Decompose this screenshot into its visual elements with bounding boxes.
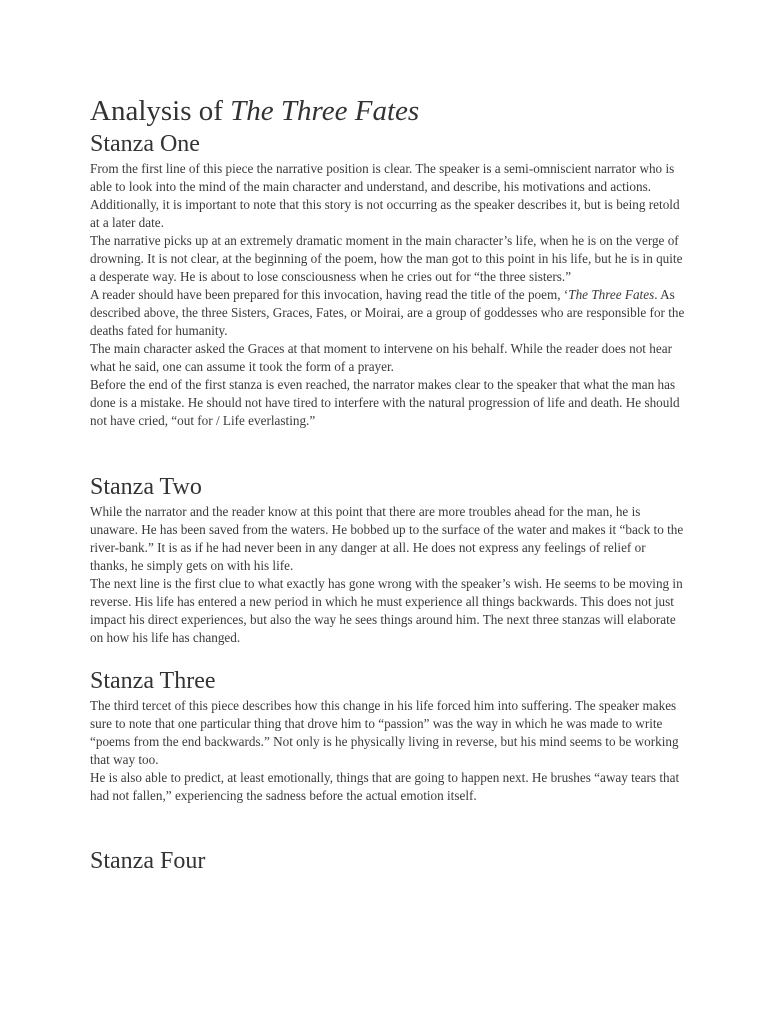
section-body-stanza-three <box>90 697 685 805</box>
title-italic: The Three Fates <box>230 95 420 127</box>
page-title <box>90 94 685 128</box>
paragraph: The third tercet of this piece describes how this change in his life forced him into suffering. The speaker makes sure to note that one particular thing that drove him to “passion” was the way in which he was made to write “poems from the end backwards.” Not only is he physically living in reverse, but his mind seems to be working that way too. <box>90 698 679 767</box>
paragraph: He is also able to predict, at least emotionally, things that are going to happen next. He brushes “away tears that had not fallen,” experiencing the sadness before the actual emotion itself. <box>90 770 680 803</box>
paragraph-text: . As described above, the three Sisters, Graces, Fates, or Moirai, are a group of goddesses who are responsible for the deaths fated for humanity. <box>90 287 685 338</box>
section-heading-stanza-four: Stanza Four <box>90 848 206 874</box>
section-body-stanza-two <box>90 503 685 647</box>
paragraph: The next line is the first clue to what exactly has gone wrong with the speaker’s wish. He seems to be moving in reverse. His life has entered a new period in which he must experience all things backwards. This does not just impact his direct experiences, but also the way he sees things around him. The next three stanzas will elaborate on how his life has changed. <box>90 576 683 645</box>
paragraph-text: A reader should have been prepared for this invocation, having read the title of the poem, ‘ <box>90 287 569 302</box>
paragraph: The main character asked the Graces at that moment to intervene on his behalf. While the reader does not hear what he said, one can assume it took the form of a prayer. <box>90 341 672 374</box>
document-page <box>90 94 685 875</box>
paragraph: From the first line of this piece the narrative position is clear. The speaker is a semi-omniscient narrator who is able to look into the mind of the main character and understand, and describe, his motivations and actions. Additionally, it is important to note that this story is not occurring as the speaker describes it, but is being retold at a later date. <box>90 161 680 230</box>
paragraph: The narrative picks up at an extremely dramatic moment in the main character’s life, when he is on the verge of drowning. It is not clear, at the beginning of the poem, how the man got to this point in his life, but he is in quite a desperate way. He is about to lose consciousness when he cries out for “the three sisters.” <box>90 233 683 284</box>
section-heading-stanza-one: Stanza One <box>90 131 200 157</box>
paragraph: While the narrator and the reader know at this point that there are more troubles ahead for the man, he is unaware. He has been saved from the waters. He bobbed up to the surface of the water and makes it “back to the river-bank.” It is as if he had never been in any danger at all. He does not express any feelings of relief or thanks, he simply gets on with his life. <box>90 504 684 573</box>
section-heading-stanza-three: Stanza Three <box>90 668 216 694</box>
section-heading-stanza-two: Stanza Two <box>90 474 202 500</box>
title-prefix: Analysis of <box>90 95 231 127</box>
paragraph: Before the end of the first stanza is even reached, the narrator makes clear to the speaker that what the man has done is a mistake. He should not have tired to interfere with the natural progression of life and death. He should not have cried, “out for / Life everlasting.” <box>90 377 680 428</box>
paragraph <box>90 286 685 340</box>
poem-title-italic: The Three Fates <box>568 287 655 302</box>
section-body-stanza-one <box>90 160 685 430</box>
